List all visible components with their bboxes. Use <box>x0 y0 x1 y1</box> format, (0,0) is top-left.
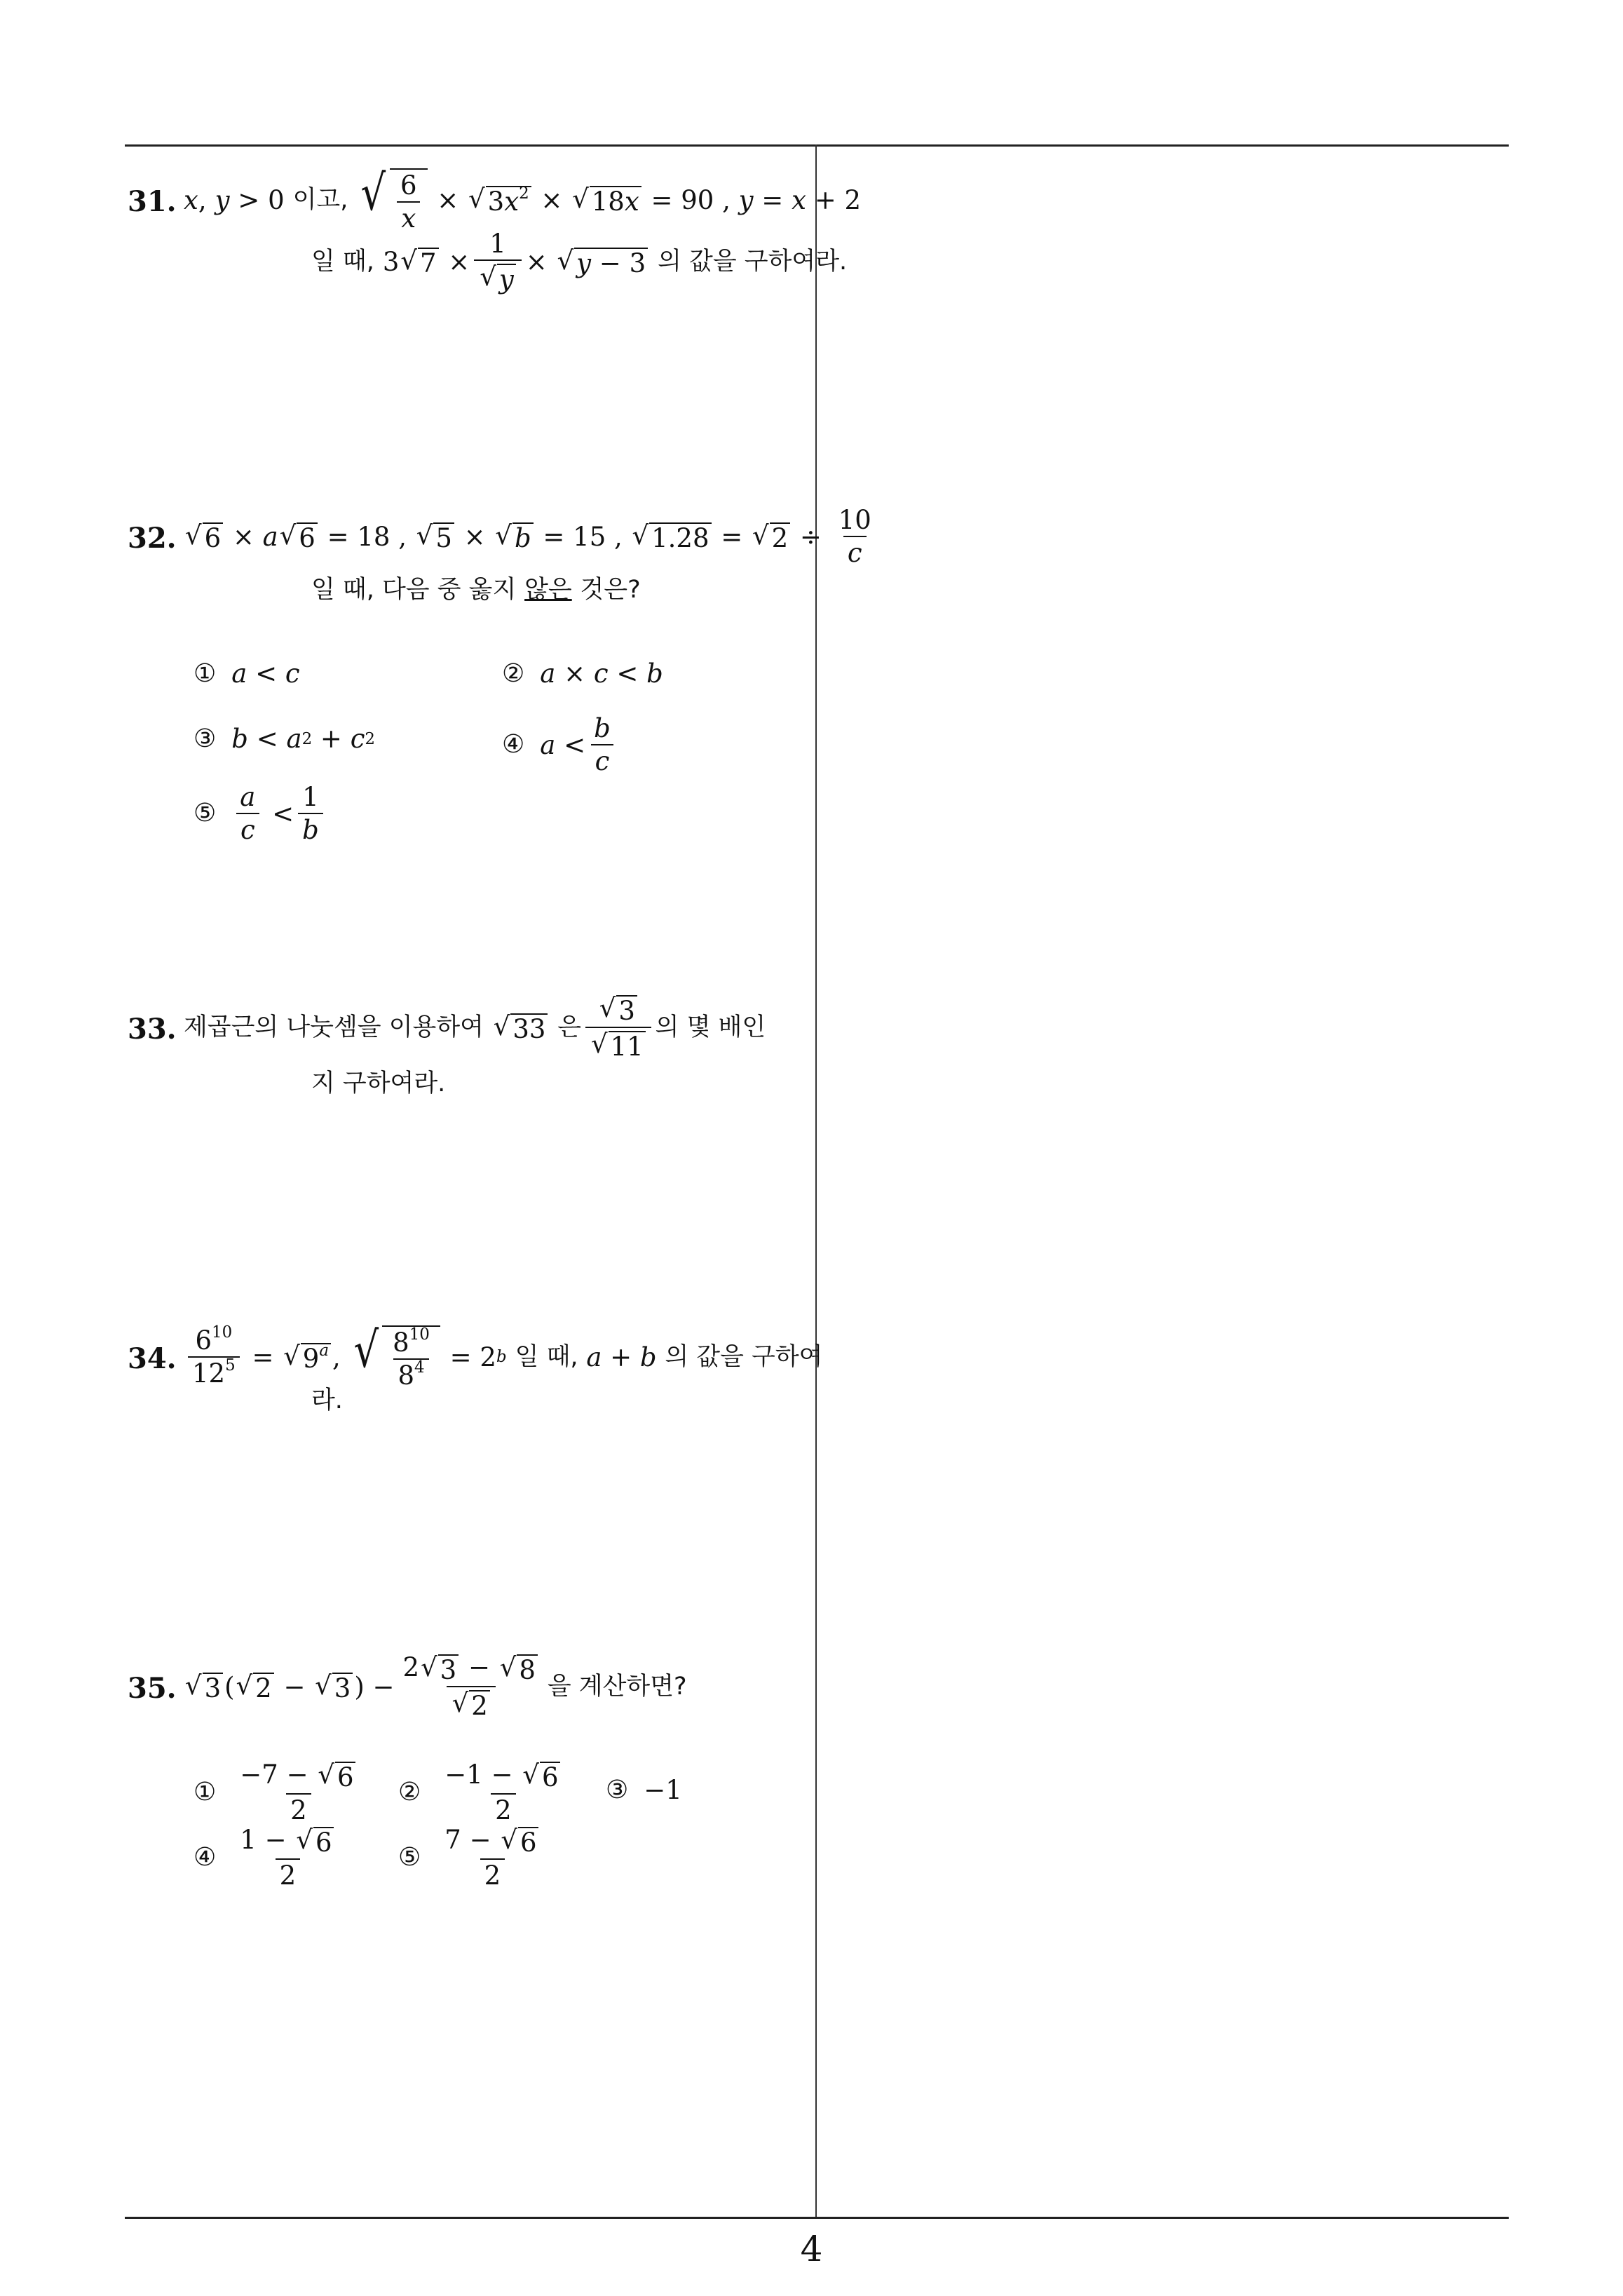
problem-number: 34. <box>128 1342 177 1375</box>
problem-33 <box>128 993 801 1122</box>
choice-3[interactable]: ③ −1 <box>606 1775 682 1805</box>
choice-marker: ④ <box>502 730 525 759</box>
choice-1[interactable]: ① a < c <box>193 659 300 689</box>
top-rule <box>125 144 1509 147</box>
choice-marker: ① <box>193 659 217 688</box>
choice-2[interactable]: ② −1 − √ 6 2 <box>398 1762 570 1823</box>
page-number: 4 <box>800 2229 823 2269</box>
problem-31 <box>128 164 862 309</box>
bottom-rule <box>125 2217 1509 2219</box>
choice-marker: ③ <box>193 724 217 753</box>
problem-32-line-2: 일 때, 다음 중 옳지 않은 것은? <box>311 575 641 604</box>
choice-marker: ③ <box>606 1775 629 1804</box>
choice-marker: ⑤ <box>398 1843 421 1872</box>
problem-34 <box>128 1321 823 1438</box>
problem-number: 32. <box>128 522 177 555</box>
problem-number: 33. <box>128 1013 177 1046</box>
choice-marker: ② <box>398 1778 421 1807</box>
choice-4[interactable]: ④ 1 − √ 6 2 <box>193 1827 344 1889</box>
choice-5[interactable]: ⑤ 7 − √ 6 2 <box>398 1827 548 1889</box>
problem-31-line-2: 일 때, 3 √ 7 × 1 √ y × √ y − 3 의 값을 구하여라. <box>311 229 848 295</box>
problem-32 <box>128 505 871 870</box>
problem-34-line-2: 라. <box>311 1386 343 1414</box>
problem-33-line-2: 지 구하여라. <box>311 1069 446 1098</box>
choice-2[interactable]: ② a × c < b <box>502 659 663 689</box>
problem-35 <box>128 1652 801 1922</box>
choice-3[interactable]: ③ b < a 2 + c 2 <box>193 724 376 754</box>
choice-marker: ⑤ <box>193 799 217 828</box>
problem-34-line-1: $\frac{6^{10}}{12^5}$ = √ 9$^a$ , √ $\frac{8^{10}}{8^4}$ = 2 b 일 때, a + b 의 값을 구하여 <box>184 1325 822 1389</box>
problem-32-line-1: √ 6 × a √ 6 = 18 , √ 5 × √ b = 15 , √ 1.28 = √ 2 ÷ $\frac{10}{c}$ <box>185 505 871 568</box>
column-divider <box>815 144 817 2219</box>
choice-5[interactable]: ⑤ $\frac{a}{c}$ < $\frac{1}{b}$ <box>193 784 327 843</box>
choice-marker: ② <box>502 659 525 688</box>
choice-marker: ① <box>193 1778 217 1807</box>
choice-marker: ④ <box>193 1843 217 1872</box>
problem-number: 35. <box>128 1672 177 1705</box>
choice-1[interactable]: ① −7 − √ 6 2 <box>193 1762 365 1823</box>
problem-33-line-1: 제곱근의 나눗셈을 이용하여 √ 33 은 √ 3 √ 11 의 몇 배인 <box>184 993 766 1062</box>
problem-number: 31. <box>128 185 177 218</box>
problem-35-line-1: √ 3 ( √ 2 − √ 3 ) − 2 √ 3 − √ 8 √ 2 을 계산하면? <box>185 1652 687 1721</box>
problem-31-line-1: x , y > 0 이고, √ $\frac{6}{x}$ × √ $3x^2$ × √ 18x = 90 , y = x + 2 <box>184 164 862 234</box>
choice-4[interactable]: ④ a < $\frac{b}{c}$ <box>502 715 619 774</box>
